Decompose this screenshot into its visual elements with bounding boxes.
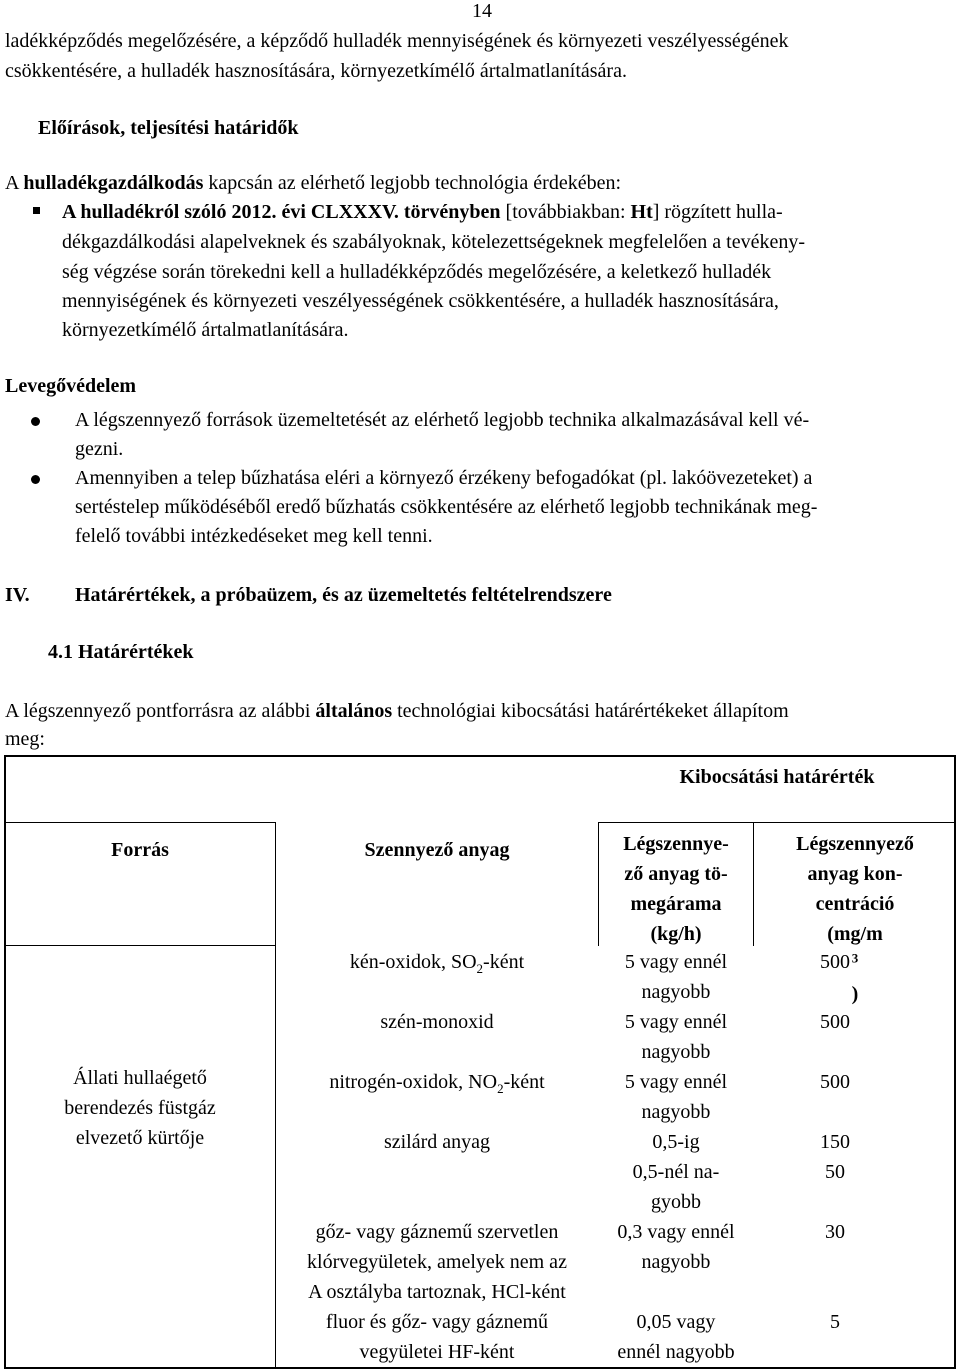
row-5-mass: 0,5-nél na- gyobb [632, 1161, 720, 1213]
eloirasok-item-line-5: környezetkímélő ártalmatlanítására. [62, 319, 349, 341]
row-6-conc: 30 [825, 1221, 845, 1243]
row-3-pollutant: nitrogén-oxidok, $NO_2$-ként [329, 1071, 545, 1096]
eloirasok-item-line-1: A hulladékról szóló 2012. évi CLXXXV. törvényben [továbbiakban: Ht] rögzített hulla- [62, 201, 783, 223]
intro-line-1: ladékképződés megelőzésére, a képződő hulladék mennyiségének és környezeti veszélyességének [5, 30, 789, 52]
section-number: IV. [5, 584, 30, 606]
bullet-dot-icon [31, 475, 40, 484]
row-6-mass: 0,3 vagy ennél nagyobb [617, 1221, 735, 1273]
row-3-conc: 500 [820, 1071, 850, 1093]
levego-b2-line-2: sertéstelep működéséből eredő bűzhatás csökkentésére az elérhető legjobb technikának meg- [75, 496, 818, 518]
row-4-mass: 0,5-ig [652, 1131, 700, 1153]
section-title: Határértékek, a próbaüzem, és az üzemeltetés feltételrendszere [75, 584, 612, 606]
eloirasok-heading: Előírások, teljesítési határidők [38, 117, 299, 139]
table-line [598, 822, 956, 823]
row-2-conc: 500 [820, 1011, 850, 1033]
page-number: 14 [472, 0, 492, 22]
eloirasok-lead: A hulladékgazdálkodás kapcsán az elérhető legjobb technológia érdekében: [5, 172, 622, 194]
limit-paragraph-line-1: A légszennyező pontforrásra az alábbi általános technológiai kibocsátási határértékeket állapítom [5, 700, 789, 722]
row-1-pollutant: kén-oxidok, $SO_2$-ként [349, 951, 525, 976]
square-bullet-icon [33, 207, 40, 214]
eloirasok-item-line-2: dékgazdálkodási alapelveknek és szabályoknak, kötelezettségeknek megfelelően a tevékeny- [62, 231, 805, 253]
row-6-pollutant: gőz- vagy gáznemű szervetlen klórvegyületek, amelyek nem az A osztályba tartoznak, HCl-ként [307, 1221, 567, 1303]
row-2-pollutant: szén-monoxid [380, 1011, 494, 1033]
header-source: Forrás [111, 839, 169, 861]
eloirasok-item-line-3: ség végzése során törekedni kell a hulladékképződés megelőzésére, a keletkező hulladék [62, 261, 772, 283]
row-1-conc: 500 [820, 951, 850, 973]
bullet-dot-icon [31, 417, 40, 426]
eloirasok-item-line-4: mennyiségének és környezeti veszélyességének csökkentésére, a hulladék hasznosítására, [62, 290, 779, 312]
row-4-pollutant: szilárd anyag [383, 1131, 491, 1153]
row-5-conc: 50 [825, 1161, 845, 1183]
table-line [4, 945, 276, 946]
row-7-conc: 5 [830, 1311, 840, 1333]
row-7-pollutant: fluor és gőz- vagy gáznemű vegyületei HF-ként [325, 1311, 549, 1363]
row-4-conc: 150 [820, 1131, 850, 1153]
subsection-title: 4.1 Határértékek [48, 641, 194, 663]
table-border-top [4, 755, 956, 757]
levego-b2-line-3: felelő további intézkedéseket meg kell tenni. [75, 525, 433, 547]
table-border-bottom [4, 1367, 956, 1369]
levego-b1-line-2: gezni. [75, 438, 124, 460]
levego-b2-line-1: Amennyiben a telep bűzhatása eléri a környező érzékeny befogadókat (pl. lakóövezeteket) a [75, 467, 813, 489]
row-2-mass: 5 vagy ennél nagyobb [624, 1011, 728, 1063]
header-mass-flow: Légszennye- ző anyag tö- megárama (kg/h) [623, 833, 729, 945]
row-7-mass: 0,05 vagy ennél nagyobb [617, 1311, 735, 1363]
row-1-mass: 5 vagy ennél nagyobb [624, 951, 728, 1003]
header-pollutant: Szennyező anyag [364, 839, 510, 861]
row-3-mass: 5 vagy ennél nagyobb [624, 1071, 728, 1123]
source-cell: Állati hullaégető berendezés füstgáz elvezető kürtője [64, 1067, 216, 1149]
table-line [4, 822, 276, 823]
limit-paragraph-line-2: meg: [5, 728, 45, 750]
levego-b1-line-1: A légszennyező források üzemeltetését az elérhető legjobb technika alkalmazásával kell vé- [75, 409, 810, 431]
header-concentration: Légszennyező anyag kon- centráció (mg/m $^3$ ) [796, 833, 914, 1005]
intro-line-2: csökkentésére, a hulladék hasznosítására, környezetkímélő ártalmatlanítására. [5, 60, 627, 82]
levego-heading: Levegővédelem [5, 375, 137, 397]
group-header: Kibocsátási határérték [679, 766, 875, 788]
